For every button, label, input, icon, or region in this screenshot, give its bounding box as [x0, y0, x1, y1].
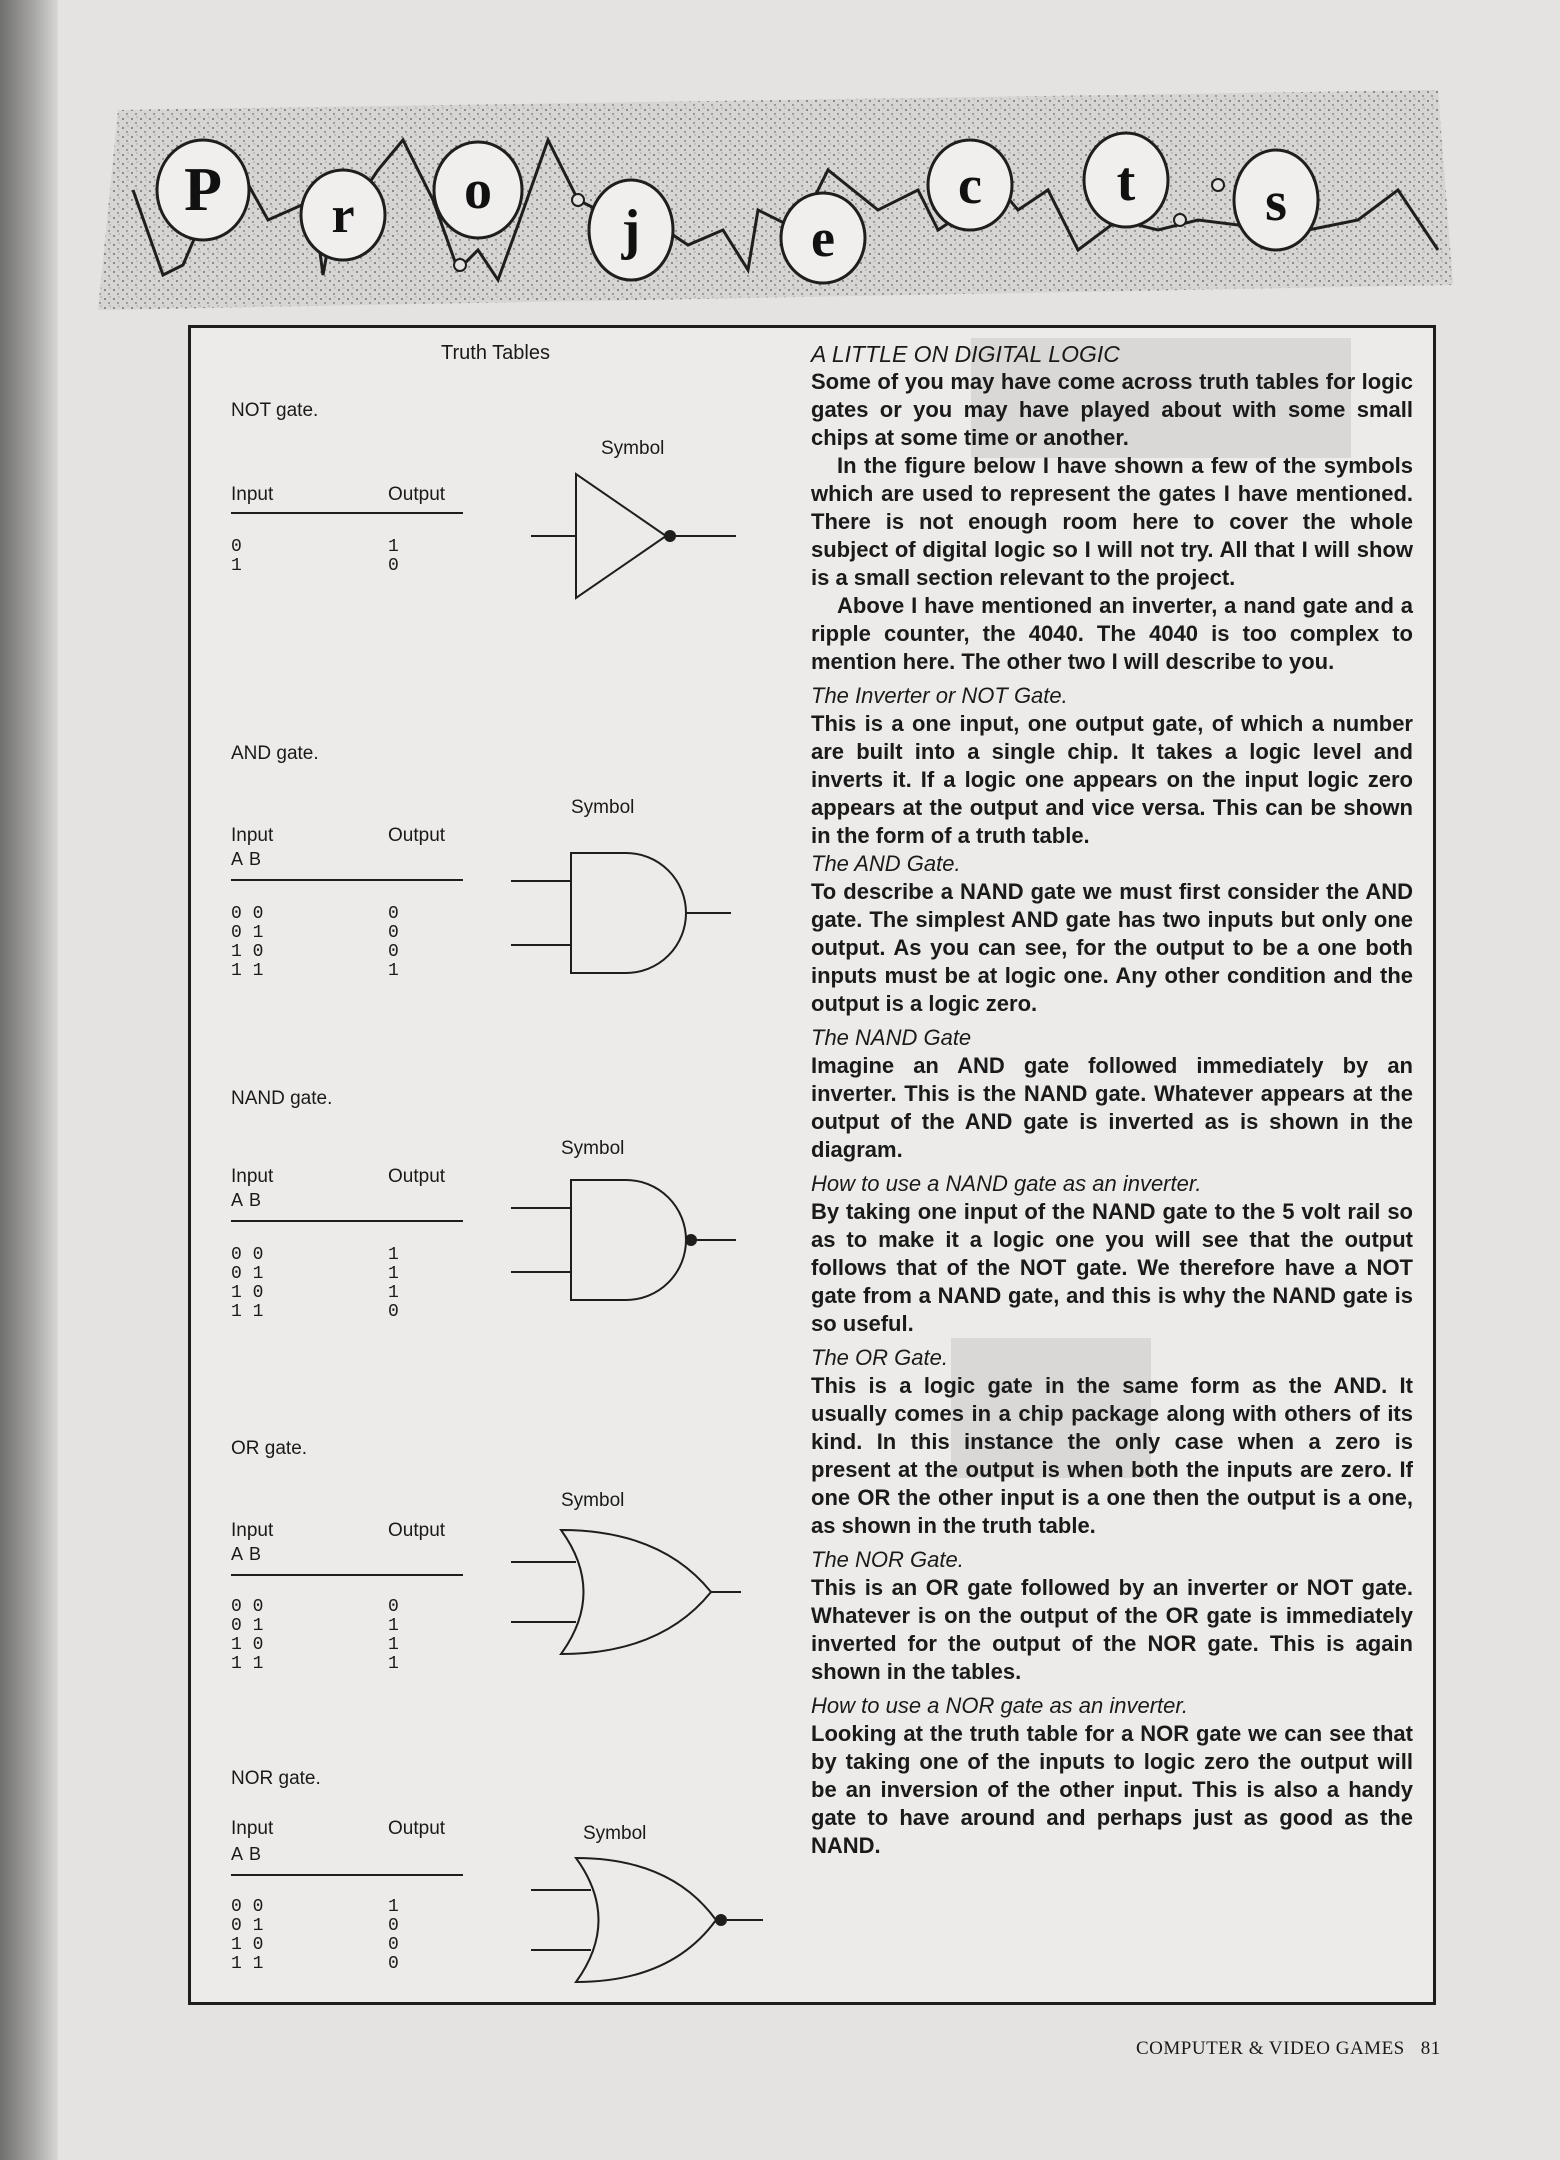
table-row: 0 0 — [231, 1897, 264, 1917]
table-row: 1 — [388, 1635, 399, 1655]
or-gate-symbol — [511, 1522, 751, 1662]
and-gate-block — [191, 743, 801, 1043]
svg-text:r: r — [331, 187, 355, 244]
truth-tables-title: Truth Tables — [441, 342, 550, 364]
table-row: 0 — [388, 1597, 399, 1617]
svg-text:o: o — [464, 159, 492, 221]
table-row: 1 1 — [231, 1954, 264, 1974]
banner-letter-p — [157, 140, 249, 240]
article-box — [188, 325, 1436, 2005]
input-values — [231, 1246, 263, 1322]
magazine-page — [58, 0, 1560, 2160]
section-heading: The AND Gate. — [811, 851, 961, 876]
input-values — [231, 1898, 263, 1974]
table-row: 1 — [388, 1245, 399, 1265]
banner-letter-j — [589, 180, 673, 280]
table-rule — [231, 1874, 463, 1876]
table-row: 0 — [388, 1954, 399, 1974]
magazine-name: COMPUTER & VIDEO GAMES — [1136, 2038, 1405, 2059]
table-row: 0 1 — [231, 923, 264, 943]
paragraph: To describe a NAND gate we must first consider the AND gate. The simplest AND gate has two inputs but only one output. As you can see, for the output to be a one both inputs must be at logic one. Any other condition and the output is a logic zero. — [811, 879, 1413, 1016]
projects-banner — [58, 80, 1478, 315]
table-row: 1 — [388, 1283, 399, 1303]
table-row: 0 — [388, 904, 399, 924]
output-label: Output — [388, 1520, 446, 1541]
output-values — [388, 1246, 399, 1322]
table-row: 1 — [388, 1654, 399, 1674]
not-gate-symbol — [531, 468, 751, 608]
table-rule — [231, 879, 463, 881]
output-values — [388, 1598, 399, 1674]
symbol-label: Symbol — [571, 797, 635, 818]
input-values — [231, 1598, 263, 1674]
output-label: Output — [388, 1818, 446, 1839]
input-label: Input — [231, 484, 274, 505]
table-row: 1 0 — [231, 1935, 264, 1955]
svg-text:j: j — [621, 199, 641, 261]
section-heading: The OR Gate. — [811, 1345, 948, 1370]
output-values — [388, 905, 399, 981]
table-row: 1 1 — [231, 1302, 264, 1322]
output-label: Output — [388, 825, 446, 846]
banner-letter-o — [434, 142, 522, 238]
or-gate-block — [191, 1438, 801, 1738]
page-number: 81 — [1420, 2038, 1441, 2059]
article-title: A LITTLE ON DIGITAL LOGIC — [811, 341, 1120, 367]
paragraph: Looking at the truth table for a NOR gate we can see that by taking one of the inputs to logic zero the output will be an inversion of the other input. This is also a handy gate to have around and perhaps just as good as the NAND. — [811, 1721, 1413, 1858]
table-row: 0 — [388, 1935, 399, 1955]
section-heading: How to use a NAND gate as an inverter. — [811, 1171, 1202, 1196]
table-row: 1 0 — [231, 942, 264, 962]
table-row: 0 — [388, 923, 399, 943]
table-row: 1 — [231, 556, 242, 576]
not-gate-block — [191, 400, 801, 660]
table-rule — [231, 512, 463, 514]
input-values — [231, 538, 242, 576]
svg-text:s: s — [1265, 171, 1287, 233]
input-label: Input — [231, 1520, 274, 1541]
table-row: 1 — [388, 537, 399, 557]
banner-letter-e — [781, 193, 865, 283]
table-row: 0 — [388, 556, 399, 576]
input-label: Input — [231, 825, 274, 846]
svg-text:c: c — [958, 155, 982, 215]
svg-text:t: t — [1116, 151, 1136, 213]
table-row: 1 1 — [231, 1654, 264, 1674]
output-label: Output — [388, 1166, 446, 1187]
banner-letter-s — [1234, 150, 1318, 250]
nor-gate-symbol — [531, 1850, 771, 1990]
table-row: 0 — [231, 537, 242, 557]
section-heading: The Inverter or NOT Gate. — [811, 683, 1068, 708]
table-row: 0 — [388, 1302, 399, 1322]
ab-label: A B — [231, 849, 263, 869]
paragraph: Imagine an AND gate followed immediately by an inverter. This is the NAND gate. Whatever appears at the output of the AND gate is inverted as is shown in the diagram. — [811, 1053, 1413, 1162]
table-row: 0 1 — [231, 1916, 264, 1936]
gate-name: NAND gate. — [231, 1088, 333, 1109]
gate-name: NOT gate. — [231, 400, 319, 421]
banner-letter-r — [301, 170, 385, 260]
article-column — [811, 340, 1413, 1860]
page-spine-shadow — [0, 0, 58, 2160]
table-rule — [231, 1574, 463, 1576]
gate-name: OR gate. — [231, 1438, 308, 1459]
svg-text:e: e — [811, 208, 835, 268]
table-rule — [231, 1220, 463, 1222]
paragraph: Above I have mentioned an inverter, a nand gate and a ripple counter, the 4040. The 4040 is too complex to mention here. The other two I will describe to you. — [811, 593, 1413, 674]
paragraph: In the figure below I have shown a few of the symbols which are used to represent the gates I have mentioned. There is not enough room here to cover the whole subject of digital logic so I will not try. All that I will show is a small section relevant to the project. — [811, 453, 1413, 590]
ab-label: A B — [231, 1190, 263, 1210]
banner-letter-c — [928, 140, 1012, 230]
table-row: 1 — [388, 1264, 399, 1284]
nand-gate-block — [191, 1088, 801, 1388]
banner-letter-t — [1084, 133, 1168, 227]
nor-gate-block — [191, 1768, 801, 1998]
symbol-label: Symbol — [583, 1823, 647, 1844]
nand-gate-symbol — [511, 1170, 751, 1310]
table-row: 0 1 — [231, 1616, 264, 1636]
paragraph: This is an OR gate followed by an inverter or NOT gate. Whatever is on the output of the OR gate is immediately inverted for the output of the NOR gate. This is again shown in the tables. — [811, 1575, 1413, 1684]
table-row: 1 0 — [231, 1283, 264, 1303]
section-heading: The NAND Gate — [811, 1025, 972, 1050]
table-row: 1 1 — [231, 961, 264, 981]
gate-name: AND gate. — [231, 743, 319, 764]
ab-label: A B — [231, 1544, 263, 1564]
truth-tables-column — [191, 328, 801, 2002]
table-row: 0 1 — [231, 1264, 264, 1284]
input-label: Input — [231, 1166, 274, 1187]
output-label: Output — [388, 484, 446, 505]
input-values — [231, 905, 263, 981]
table-row: 0 0 — [231, 904, 264, 924]
symbol-label: Symbol — [601, 438, 665, 459]
table-row: 1 — [388, 1897, 399, 1917]
table-row: 0 0 — [231, 1597, 264, 1617]
table-row: 1 — [388, 1616, 399, 1636]
page-footer — [1136, 2038, 1441, 2060]
output-values — [388, 1898, 399, 1974]
table-row: 0 — [388, 1916, 399, 1936]
table-row: 1 0 — [231, 1635, 264, 1655]
table-row: 0 0 — [231, 1245, 264, 1265]
ab-label: A B — [231, 1844, 263, 1864]
paragraph: This is a logic gate in the same form as the AND. It usually comes in a chip package along with others of its kind. In this instance the only case when a zero is present at the output is when both the inputs are zero. If one OR the other input is a one then the output is a one, as shown in the truth table. — [811, 1373, 1413, 1538]
section-heading: The NOR Gate. — [811, 1547, 964, 1572]
section-heading: How to use a NOR gate as an inverter. — [811, 1693, 1189, 1718]
symbol-label: Symbol — [561, 1490, 625, 1511]
input-label: Input — [231, 1818, 274, 1839]
paragraph: Some of you may have come across truth tables for logic gates or you may have played about with some small chips at some time or another. — [811, 369, 1413, 450]
table-row: 0 — [388, 942, 399, 962]
paragraph: This is a one input, one output gate, of which a number are built into a single chip. It takes a logic level and inverts it. If a logic one appears on the input logic zero appears at the output and vice versa. This can be shown in the form of a truth table. — [811, 711, 1413, 848]
symbol-label: Symbol — [561, 1138, 625, 1159]
output-values — [388, 538, 399, 576]
svg-text:P: P — [184, 156, 222, 224]
and-gate-symbol — [511, 843, 751, 983]
table-row: 1 — [388, 961, 399, 981]
paragraph: By taking one input of the NAND gate to the 5 volt rail so as to make it a logic one you will see that the output follows that of the NOT gate. We therefore have a NOT gate from a NAND gate, and this is why the NAND gate is so useful. — [811, 1199, 1413, 1336]
gate-name: NOR gate. — [231, 1768, 321, 1789]
